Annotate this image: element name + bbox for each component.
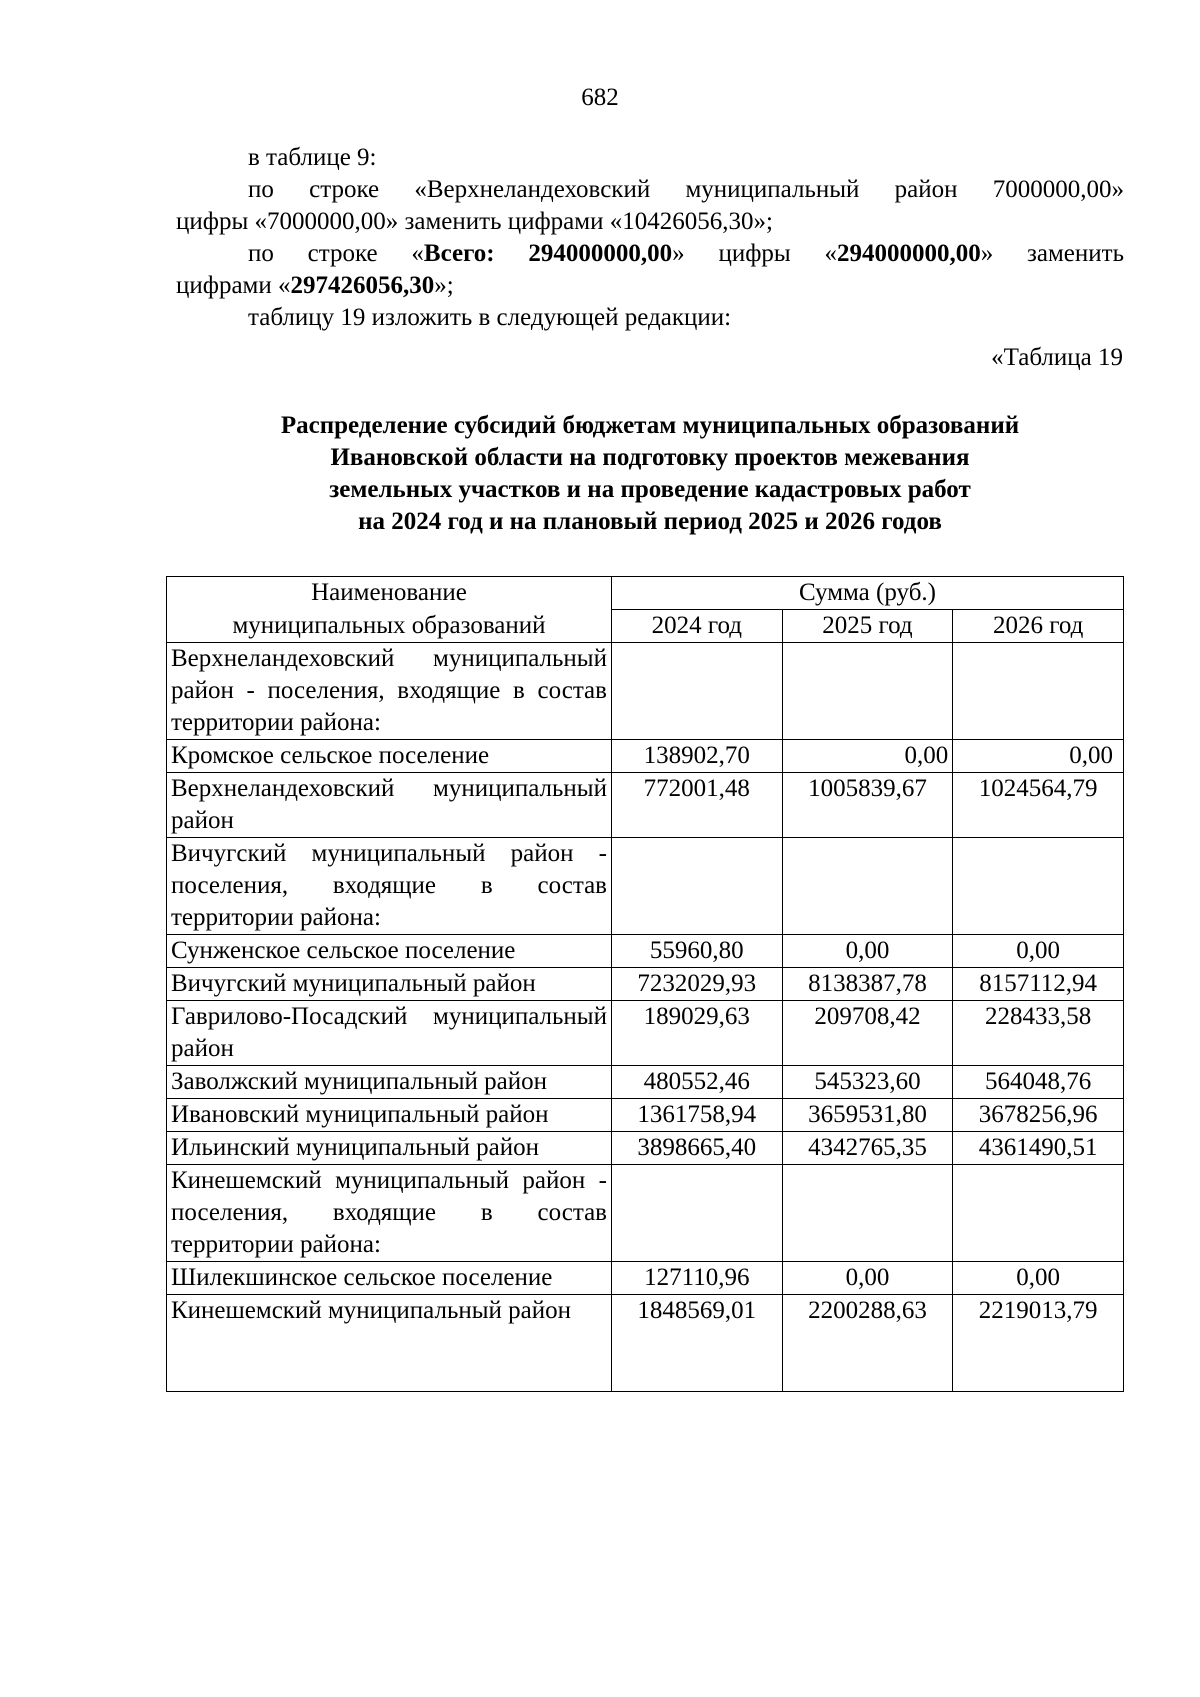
value-2025: 0,00 bbox=[782, 1262, 953, 1295]
table-row bbox=[167, 1165, 1124, 1262]
table-label: «Таблица 19 bbox=[991, 344, 1123, 371]
header-name-cell bbox=[167, 577, 612, 610]
intro-line-4-pre: цифрами « bbox=[176, 272, 291, 299]
intro-line-4-post: »; bbox=[434, 272, 454, 299]
value-2025: 2200288,63 bbox=[782, 1295, 953, 1392]
header-year-2026: 2026 год bbox=[953, 610, 1124, 643]
table-row bbox=[167, 773, 1124, 838]
intro-line-3 bbox=[176, 238, 1124, 270]
table-row bbox=[167, 1099, 1124, 1132]
value-2024: 480552,46 bbox=[611, 1066, 782, 1099]
table-row bbox=[167, 1001, 1124, 1066]
header-sum: Сумма (руб.) bbox=[611, 577, 1123, 610]
value-2025: 545323,60 bbox=[782, 1066, 953, 1099]
intro-line-1: в таблице 9: bbox=[248, 144, 377, 171]
value-2024: 772001,48 bbox=[611, 773, 782, 838]
value-2026: 1024564,79 bbox=[953, 773, 1124, 838]
value-2025: 209708,42 bbox=[782, 1001, 953, 1066]
row-name: Ильинский муниципальный район bbox=[167, 1132, 612, 1165]
value-2026: 564048,76 bbox=[953, 1066, 1124, 1099]
intro-line-3-bold1: Всего: 294000000,00 bbox=[423, 240, 673, 267]
title-line-4: на 2024 год и на плановый период 2025 и 2026 годов bbox=[358, 508, 942, 535]
table-row bbox=[167, 1295, 1124, 1392]
row-name: Вичугский муниципальный район bbox=[167, 968, 612, 1001]
intro-line-5: таблицу 19 изложить в следующей редакции: bbox=[248, 304, 732, 331]
row-name: Сунженское сельское поселение bbox=[167, 935, 612, 968]
intro-line-4-bold: 297426056,30 bbox=[290, 272, 435, 299]
value-2024: 7232029,93 bbox=[611, 968, 782, 1001]
value-2024: 1848569,01 bbox=[611, 1295, 782, 1392]
intro-paragraph-3 bbox=[176, 238, 1124, 302]
intro-line-4 bbox=[176, 270, 1124, 302]
table-row bbox=[167, 1066, 1124, 1099]
title-line-2: Ивановской области на подготовку проектов межевания bbox=[330, 444, 970, 471]
row-name: Кинешемский муниципальный район - поселения, входящие в состав территории района: bbox=[167, 1165, 612, 1262]
table-row bbox=[167, 1132, 1124, 1165]
table-row bbox=[167, 1262, 1124, 1295]
intro-line-3-post: » заменить bbox=[980, 240, 1124, 267]
header-year-2024: 2024 год bbox=[611, 610, 782, 643]
row-name: Верхнеландеховский муниципальный район - поселения, входящие в состав территории района: bbox=[167, 643, 612, 740]
value-2025 bbox=[782, 838, 953, 935]
value-2025: 4342765,35 bbox=[782, 1132, 953, 1165]
table-row bbox=[167, 968, 1124, 1001]
value-2024 bbox=[611, 838, 782, 935]
row-name: Кинешемский муниципальный район bbox=[167, 1295, 612, 1392]
intro-line-2b: цифры «7000000,00» заменить цифрами «10426056,30»; bbox=[176, 208, 773, 235]
value-2025 bbox=[782, 1165, 953, 1262]
value-2025: 8138387,78 bbox=[782, 968, 953, 1001]
title-line-1: Распределение субсидий бюджетам муниципальных образований bbox=[280, 412, 1020, 439]
row-name: Заволжский муниципальный район bbox=[167, 1066, 612, 1099]
value-2026 bbox=[953, 838, 1124, 935]
table-title bbox=[176, 410, 1124, 538]
value-2025: 0,00 bbox=[782, 740, 953, 773]
value-2026: 228433,58 bbox=[953, 1001, 1124, 1066]
value-2026: 0,00 bbox=[953, 740, 1124, 773]
value-2025: 0,00 bbox=[782, 935, 953, 968]
header-name-line-1: Наименование bbox=[311, 579, 467, 606]
intro-line-3-mid: » цифры « bbox=[672, 240, 837, 267]
intro-line-2a: по строке «Верхнеландеховский муниципальный район 7000000,00» bbox=[248, 176, 1124, 203]
header-name-cell-2: муниципальных образований bbox=[167, 610, 612, 643]
intro-line-3-bold2: 294000000,00 bbox=[836, 240, 981, 267]
value-2026: 3678256,96 bbox=[953, 1099, 1124, 1132]
value-2026: 0,00 bbox=[953, 1262, 1124, 1295]
row-name: Гаврилово-Посадский муниципальный район bbox=[167, 1001, 612, 1066]
value-2024: 189029,63 bbox=[611, 1001, 782, 1066]
table-row bbox=[167, 838, 1124, 935]
value-2026 bbox=[953, 643, 1124, 740]
value-2026: 8157112,94 bbox=[953, 968, 1124, 1001]
value-2024: 1361758,94 bbox=[611, 1099, 782, 1132]
value-2024 bbox=[611, 1165, 782, 1262]
page-number: 682 bbox=[581, 84, 619, 111]
intro-paragraph-2 bbox=[176, 174, 1124, 238]
row-name: Ивановский муниципальный район bbox=[167, 1099, 612, 1132]
header-year-2025: 2025 год bbox=[782, 610, 953, 643]
intro-line-3-pre: по строке « bbox=[248, 240, 424, 267]
value-2026: 4361490,51 bbox=[953, 1132, 1124, 1165]
value-2025: 3659531,80 bbox=[782, 1099, 953, 1132]
table-row bbox=[167, 740, 1124, 773]
value-2024: 127110,96 bbox=[611, 1262, 782, 1295]
value-2024: 3898665,40 bbox=[611, 1132, 782, 1165]
value-2026: 2219013,79 bbox=[953, 1295, 1124, 1392]
table-row bbox=[167, 935, 1124, 968]
subsidy-table bbox=[166, 576, 1124, 1392]
value-2025: 1005839,67 bbox=[782, 773, 953, 838]
row-name: Вичугский муниципальный район - поселения, входящие в состав территории района: bbox=[167, 838, 612, 935]
table-row bbox=[167, 643, 1124, 740]
value-2024: 55960,80 bbox=[611, 935, 782, 968]
value-2025 bbox=[782, 643, 953, 740]
value-2024: 138902,70 bbox=[611, 740, 782, 773]
row-name: Верхнеландеховский муниципальный район bbox=[167, 773, 612, 838]
value-2026 bbox=[953, 1165, 1124, 1262]
row-name: Шилекшинское сельское поселение bbox=[167, 1262, 612, 1295]
value-2024 bbox=[611, 643, 782, 740]
title-line-3: земельных участков и на проведение кадастровых работ bbox=[329, 476, 971, 503]
row-name: Кромское сельское поселение bbox=[167, 740, 612, 773]
value-2026: 0,00 bbox=[953, 935, 1124, 968]
